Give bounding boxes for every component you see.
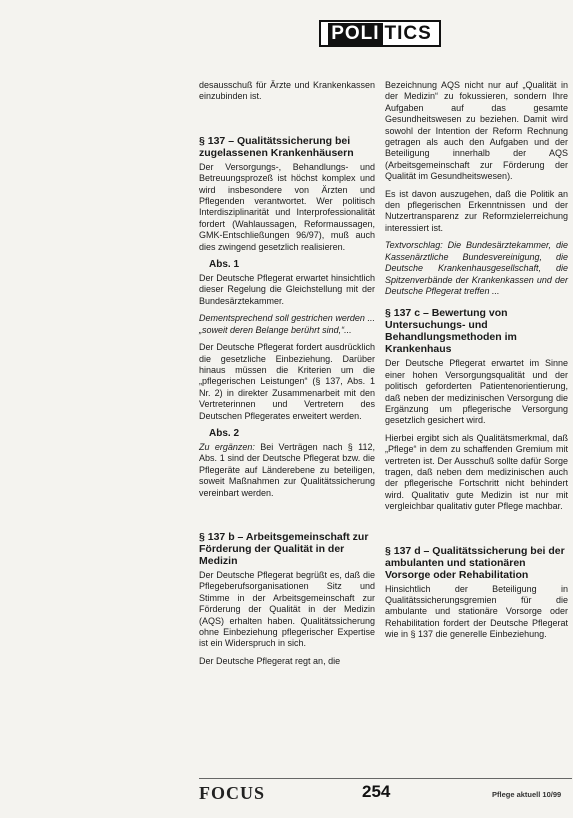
paragraph: desausschuß für Ärzte und Krankenkassen einzubinden ist. bbox=[199, 80, 375, 102]
inline-italic: Zu ergänzen: bbox=[199, 441, 255, 452]
paragraph-italic: Textvorschlag: Die Bundesärztekammer, die Kassenärztliche Bundesvereinigung, die Deutsche Krankenhausgesellschaft, die Spitzenverbände der Krankenkassen und der Deutsche Pflegerat treffen ... bbox=[385, 240, 568, 296]
badge-text-inverted: POLI bbox=[328, 23, 382, 45]
left-column bbox=[199, 80, 375, 673]
section-heading: § 137 – Qualitätssicherung bei zugelassenen Krankenhäusern bbox=[199, 134, 354, 159]
inline-text: Bei Verträgen nach § 112, Abs. 1 sind der Deutsche Pflegerat bzw. die Pflegeräte auf Länderebene zu beteiligen, soweit Maßnahmen zur Qualitätssicherung vereinbart werden. bbox=[199, 441, 375, 498]
footer-rule bbox=[199, 778, 572, 779]
section-heading: § 137 d – Qualitätssicherung bei der ambulanten und stationären Vorsorge oder Rehabilitation bbox=[385, 544, 565, 581]
paragraph: Bezeichnung AQS nicht nur auf „Qualität in der Medizin“ zu fokussieren, sondern Ihre Aufgaben auf das gesamte Gesundheitswesen zu beziehen. Damit wird sowohl der Intention der Reform Rechnung getragen als auch den Aufgaben und der Beteiligung innerhalb der AQS (Arbeitsgemeinschaft zur Förderung der Qualität im Gesundheitswesen). bbox=[385, 80, 568, 182]
paragraph: Es ist davon auszugehen, daß die Politik an den pflegerischen Erkenntnissen und der Nutzertransparenz zur Reformzielerreichung interessiert ist. bbox=[385, 188, 568, 233]
paragraph bbox=[199, 442, 375, 499]
paragraph: Hinsichtlich der Beteiligung in Qualitätssicherungsgremien für die ambulante und stationäre Vorsorge oder Rehabilitation fordert der Deutsche Pflegerat wie in § 137 die generelle Einbeziehung. bbox=[385, 583, 568, 640]
paragraph: Der Deutsche Pflegerat erwartet hinsichtlich dieser Regelung die Gleichstellung mit der Bundesärztekammer. bbox=[199, 273, 375, 306]
subsection-heading: Abs. 2 bbox=[209, 427, 240, 439]
paragraph: Der Deutsche Pflegerat begrüßt es, daß die Pflegeberufsorganisationen Sitz und Stimme in der Arbeitsgemeinschaft zur Förderung der Qualität in der Medizin (AQS) erhalten haben. Qualitätssicherung ohne Einbeziehung pflegerischer Expertise ist ein Widerspruch in sich. bbox=[199, 569, 375, 649]
section-heading: § 137 b – Arbeitsgemeinschaft zur Förderung der Qualität in der Medizin bbox=[199, 530, 369, 567]
paragraph: Der Deutsche Pflegerat erwartet im Sinne einer hohen Versorgungsqualität und der politisch geforderten Patientenorientierung, daß neben der medizinischen Versorgung die Ergänzung um pflegerische Versorgung gesetzlich gesichert wird. bbox=[385, 358, 568, 426]
paragraph: Der Deutsche Pflegerat fordert ausdrücklich die gesetzliche Einbeziehung. Darüber hinaus müssen die Kriterien um die „pflegerischen Leistungen“ (§ 137, Abs. 1 Nr. 2) in direkter Zusammenarbeit mit den Vertreterinnen und Vertretern des Deutschen Pflegerates erweitert werden. bbox=[199, 342, 375, 421]
badge-text: TICS bbox=[384, 22, 432, 44]
paragraph-italic: Dementsprechend soll gestrichen werden ... „soweit deren Belange berührt sind,“... bbox=[199, 313, 375, 335]
magazine-section-name: FOCUS bbox=[199, 783, 266, 803]
paragraph: Der Versorgungs-, Behandlungs- und Betreuungsprozeß ist höchst komplex und wird insbesondere von Ärzten und Pflegenden verantwortet. Wer politisch Interdisziplinarität und Interprofessionalität fordert (Wahlaussagen, Reformaussagen, GMK-Entschließungen 96/97), muß auch dies zwingend gesetzlich realisieren. bbox=[199, 161, 375, 252]
page-number: 254 bbox=[362, 782, 391, 801]
right-column bbox=[385, 80, 568, 647]
subsection-heading: Abs. 1 bbox=[209, 259, 240, 271]
paragraph: Hierbei ergibt sich als Qualitätsmerkmal, daß „Pflege“ in dem zu schaffenden Gremium mit vertreten ist. Der Ausschuß sollte dafür Sorge tragen, daß neben dem medizinischen auch der pflegerische Fortschritt nicht behindert wird. Qualitativ gute Medizin ist nur mit vergleichbar qualitativ guter Pflege machbar. bbox=[385, 432, 568, 512]
paragraph: Der Deutsche Pflegerat regt an, die bbox=[199, 655, 341, 666]
issue-label: Pflege aktuell 10/99 bbox=[492, 790, 562, 799]
section-badge bbox=[319, 20, 441, 47]
section-heading: § 137 c – Bewertung von Untersuchungs- und Behandlungsmethoden im Krankenhaus bbox=[385, 307, 517, 356]
